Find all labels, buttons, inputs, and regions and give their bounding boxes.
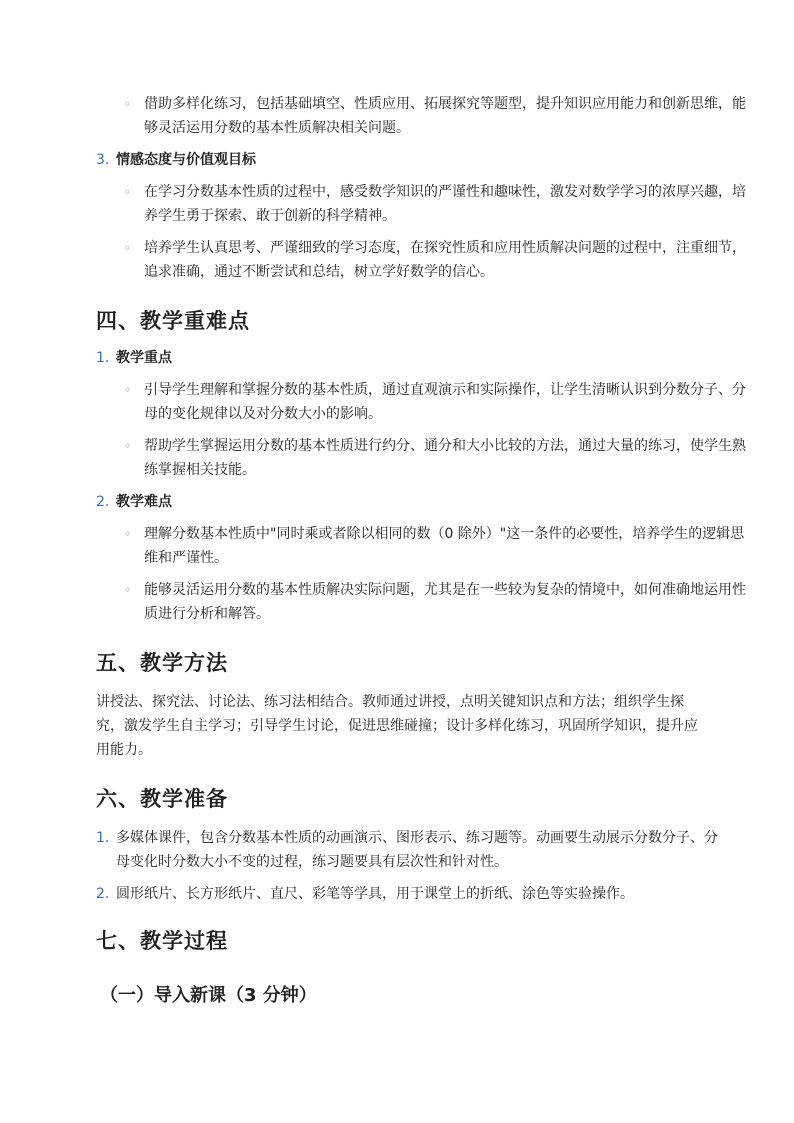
bullet-icon: ◦	[124, 241, 132, 255]
list-item: ◦ 借助多样化练习，包括基础填空、性质应用、拓展探究等题型，提升知识应用能力和创新思维，能够灵活运用分数的基本性质解决相关问题。	[96, 92, 756, 140]
section-title-4: 四、教学重难点	[96, 309, 250, 333]
bullet-icon: ◦	[124, 185, 132, 199]
bullet-icon: ◦	[124, 383, 132, 397]
section-title-5: 五、教学方法	[96, 651, 228, 675]
list-item: ◦ 引导学生理解和掌握分数的基本性质，通过直观演示和实际操作，让学生清晰认识到分数分子、分母的变化规律以及对分数大小的影响。	[96, 378, 756, 426]
section-paragraph: 讲授法、探究法、讨论法、练习法相结合。教师通过讲授，点明关键知识点和方法；组织学生探究，激发学生自主学习；引导学生讨论，促进思维碰撞；设计多样化练习，巩固所学知识，提升应用能力。	[96, 694, 698, 758]
list-item: ◦ 帮助学生掌握运用分数的基本性质进行约分、通分和大小比较的方法，通过大量的练习，使学生熟练掌握相关技能。	[96, 434, 756, 482]
difficulties-heading: 2. 教学难点	[96, 494, 172, 510]
key-points-heading: 1. 教学重点	[96, 350, 172, 366]
bullet-icon: ◦	[124, 583, 132, 597]
bullet-icon: ◦	[124, 439, 132, 453]
list-item: 2. 圆形纸片、长方形纸片、直尺、彩笔等学具，用于课堂上的折纸、涂色等实验操作。	[96, 886, 634, 902]
bullet-icon: ◦	[124, 527, 132, 541]
list-item: 1. 多媒体课件，包含分数基本性质的动画演示、图形表示、练习题等。动画要生动展示分数分子、分母变化时分数大小不变的过程，练习题要具有层次性和针对性。	[96, 830, 718, 870]
section-title-6: 六、教学准备	[96, 787, 228, 811]
list-item: ◦ 理解分数基本性质中"同时乘或者除以相同的数（0 除外）"这一条件的必要性，培养学生的逻辑思维和严谨性。	[96, 522, 756, 570]
list-item: ◦ 在学习分数基本性质的过程中，感受数学知识的严谨性和趣味性，激发对数学学习的浓厚兴趣，培养学生勇于探索、敢于创新的科学精神。	[96, 180, 756, 228]
section-title-7: 七、教学过程	[96, 929, 228, 953]
subsection-title: （一）导入新课（3 分钟）	[100, 985, 317, 1006]
list-item: ◦ 培养学生认真思考、严谨细致的学习态度，在探究性质和应用性质解决问题的过程中，注重细节，追求准确，通过不断尝试和总结，树立学好数学的信心。	[96, 236, 756, 284]
bullet-icon: ◦	[124, 97, 132, 111]
goal3-heading: 3. 情感态度与价值观目标	[96, 152, 256, 168]
list-item: ◦ 能够灵活运用分数的基本性质解决实际问题，尤其是在一些较为复杂的情境中，如何准确地运用性质进行分析和解答。	[96, 578, 756, 626]
